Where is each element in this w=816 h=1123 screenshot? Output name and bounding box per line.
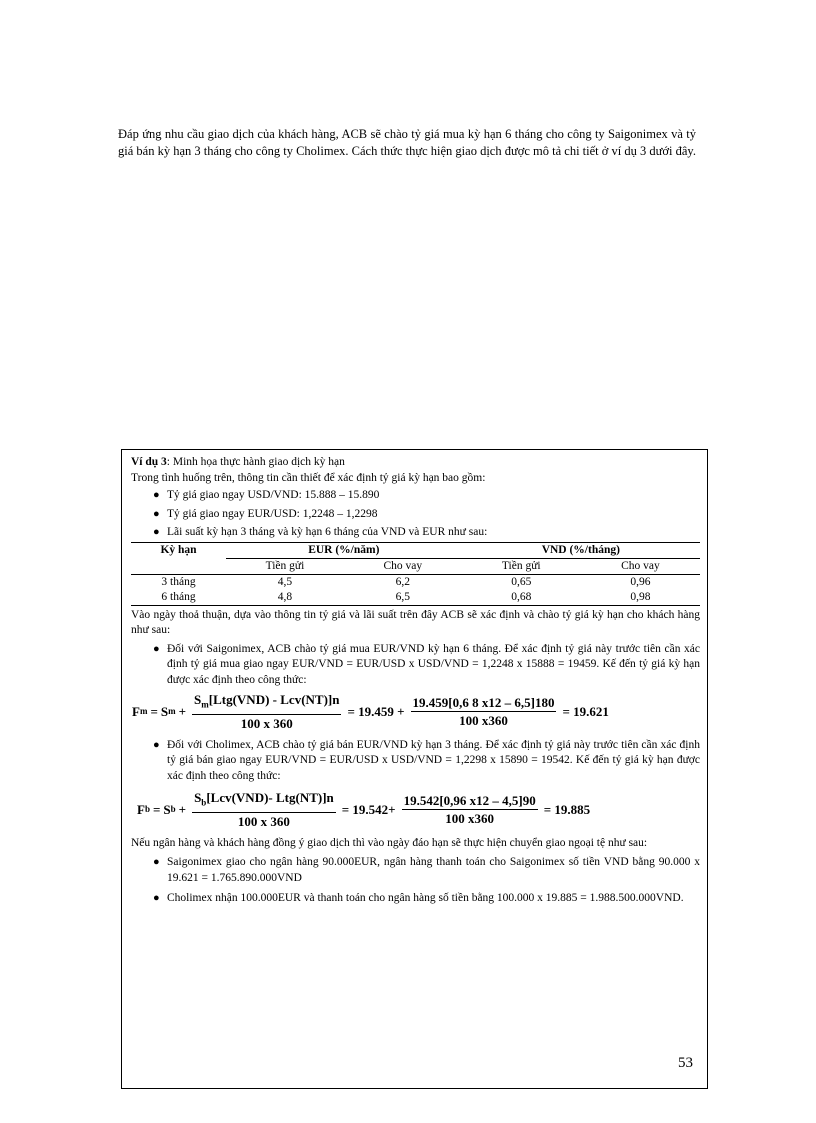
interest-rate-table xyxy=(131,542,700,606)
col-eur: EUR (%/năm) xyxy=(226,542,462,558)
sub-loan: Cho vay xyxy=(344,558,462,574)
example-title: : Minh họa thực hành giao dịch kỳ hạn xyxy=(166,456,345,468)
col-term: Kỳ hạn xyxy=(131,542,226,558)
list-item: ● Tỷ giá giao ngay USD/VND: 15.888 – 15.890 xyxy=(131,488,700,504)
example-label: Ví dụ 3 xyxy=(131,456,167,468)
page-number: 53 xyxy=(678,1055,693,1071)
fraction: $\frac{S_m[Ltg(VND) - Lcv(NT)]n}{100 x 360}$ xyxy=(194,692,340,732)
agreement-paragraph: Vào ngày thoả thuận, dựa vào thông tin tỷ giá và lãi suất trên đây ACB sẽ xác định và chào tỷ giá kỳ hạn cho khách hàng như sau: xyxy=(131,608,700,636)
table-row: 3 tháng 4,5 6,2 0,65 0,96 xyxy=(131,574,700,590)
settlement-paragraph: Nếu ngân hàng và khách hàng đồng ý giao dịch thì vào ngày đáo hạn sẽ thực hiện chuyển giao ngoại tệ như sau: xyxy=(131,836,648,849)
list-item: ● Đối với Saigonimex, ACB chào tỷ giá mua EUR/VND kỳ hạn 6 tháng. Để xác định tỷ giá này trước tiên cần xác định tỷ giá mua giao ngay EUR/VND = EUR/USD x USD/VND = 1,2248 x 15888 = 19459. Kế đến tỷ giá kỳ hạn được xác định theo công thức: xyxy=(153,642,700,686)
fraction: $\frac{19.542[0,96 x12 - 4,5]90}{100 x360}$ xyxy=(403,792,536,827)
bullet-icon: ● xyxy=(153,489,160,501)
list-item: ● Tỷ giá giao ngay EUR/USD: 1,2248 – 1,2298 xyxy=(131,507,700,523)
bullet-icon: ● xyxy=(153,856,160,869)
formula-buy-forward: F m = S m + $\frac{S_m[Ltg(VND) - Lcv(NT)]n}{100 x 360}$ = 19.459 + $\frac{19.459[0,6 8 x12 - 6,5]180}{100 x360}$ = 19.621 xyxy=(132,692,609,732)
bullet-icon: ● xyxy=(153,526,160,538)
example-lead: Trong tình huống trên, thông tin cần thiết để xác định tỷ giá kỳ hạn bao gồm: xyxy=(131,471,486,484)
table-subheader-row xyxy=(131,558,700,574)
sub-loan: Cho vay xyxy=(581,558,700,574)
fraction: $\frac{19.459[0,6 8 x12 - 6,5]180}{100 x360}$ xyxy=(412,694,555,729)
list-item: ● Saigonimex giao cho ngân hàng 90.000EUR, ngân hàng thanh toán cho Saigonimex số tiền VND bằng 90.000 x 19.621 = 1.765.890.000VND xyxy=(153,856,700,884)
example-heading xyxy=(131,455,700,471)
list-item: ● Đối với Cholimex, ACB chào tỷ giá bán EUR/VND kỳ hạn 3 tháng. Để xác định tỷ giá này trước tiên cần xác định tỷ giá bán giao ngay EUR/VND = EUR/USD x USD/VND = 1,2298 x 15890 = 19542. Kế đến tỷ giá kỳ hạn được xác định theo công thức: xyxy=(153,738,700,782)
fraction: $\frac{S_b[Lcv(VND)- Ltg(NT)]n}{100 x 360}$ xyxy=(194,790,334,830)
bullet-icon: ● xyxy=(153,892,160,905)
sub-deposit: Tiền gửi xyxy=(226,558,344,574)
list-item: ● Lãi suất kỳ hạn 3 tháng và kỳ hạn 6 tháng của VND và EUR như sau: xyxy=(131,525,700,541)
example-box xyxy=(121,449,708,1089)
table-header-row xyxy=(131,542,700,558)
formula-sell-forward: F b = S b + $\frac{S_b[Lcv(VND)- Ltg(NT)]n}{100 x 360}$ = 19.542+ $\frac{19.542[0,96 x12 - 4,5]90}{100 x360}$ = 19.885 xyxy=(137,790,591,830)
col-vnd: VND (%/tháng) xyxy=(462,542,700,558)
bullet-icon: ● xyxy=(153,642,160,655)
bullet-icon: ● xyxy=(153,738,160,751)
sub-deposit: Tiền gửi xyxy=(462,558,581,574)
list-item: ● Cholimex nhận 100.000EUR và thanh toán cho ngân hàng số tiền bằng 100.000 x 19.885 = 1.988.500.000VND. xyxy=(131,891,700,907)
intro-paragraph: Đáp ứng nhu cầu giao dịch của khách hàng, ACB sẽ chào tỷ giá mua kỳ hạn 6 tháng cho công ty Saigonimex và tỷ giá bán kỳ hạn 3 tháng cho công ty Cholimex. Cách thức thực hiện giao dịch được mô tả chi tiết ở ví dụ 3 dưới đây. xyxy=(118,127,696,158)
table-row: 6 tháng 4,8 6,5 0,68 0,98 xyxy=(131,590,700,606)
bullet-icon: ● xyxy=(153,507,160,520)
